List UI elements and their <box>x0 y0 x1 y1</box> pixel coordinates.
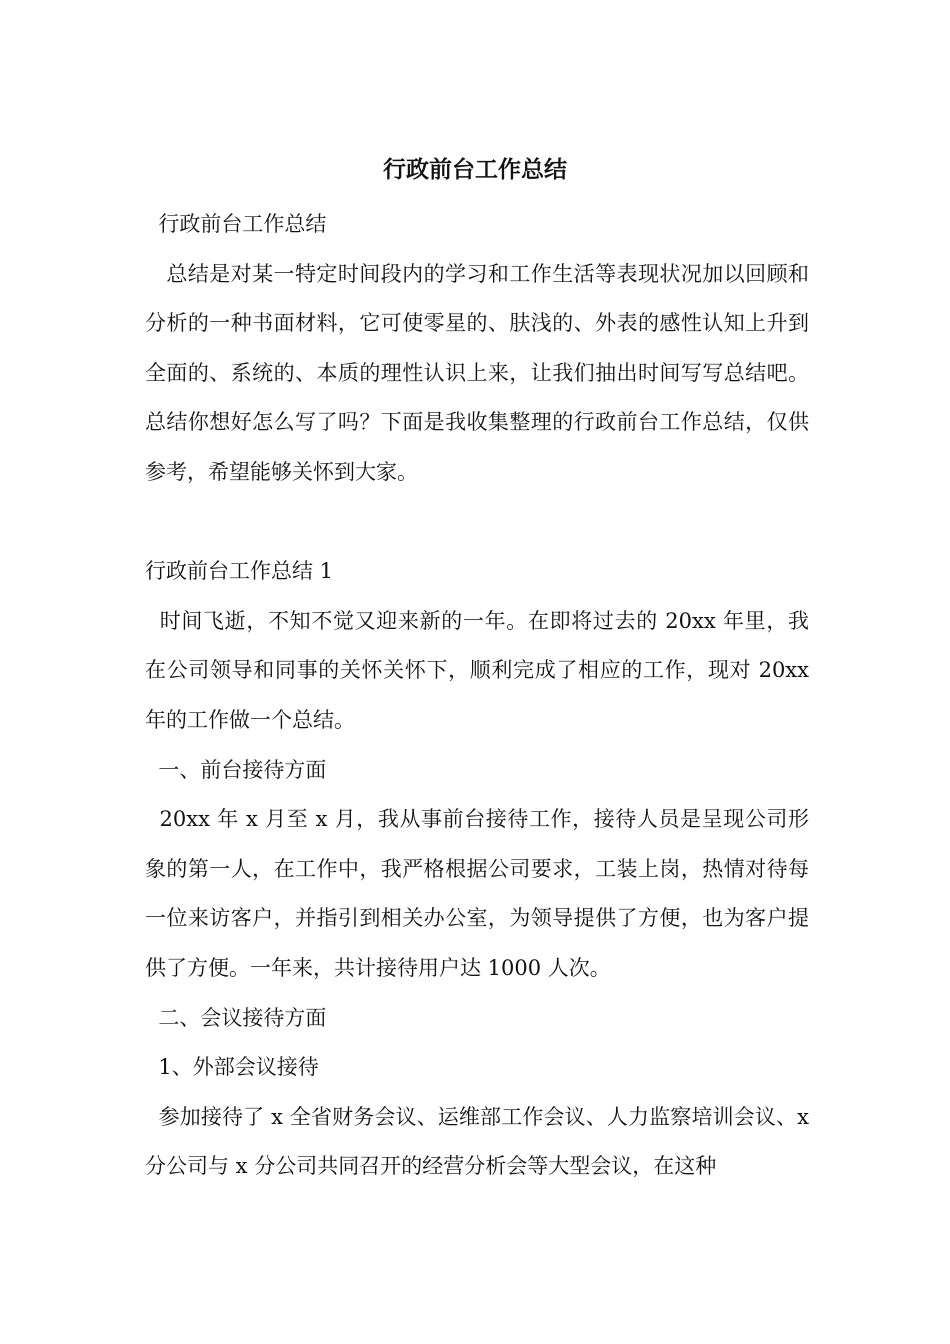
subheading-reception: 一、前台接待方面 <box>145 757 327 782</box>
paragraph-opening: 时间飞逝，不知不觉又迎来新的一年。在即将过去的 20xx 年里，我在公司领导和同事的关怀关怀下，顺利完成了相应的工作，现对 20xx 年的工作做一个总结。 <box>145 608 816 732</box>
paragraph-reception: 20xx 年 x 月至 x 月，我从事前台接待工作，接待人员是呈现公司形象的第一人，在工作中，我严格根据公司要求，工装上岗，热情对待每一位来访客户，并指引到相关办公室，为领导提供了方便，也为客户提供了方便。一年来，共计接待用户达 1000 人次。 <box>145 807 809 980</box>
paragraph-subtitle: 行政前台工作总结 <box>145 212 327 236</box>
blank-line <box>145 498 809 548</box>
paragraph-external-meeting: 参加接待了 x 全省财务会议、运维部工作会议、人力监察培训会议、x 分公司与 x 分公司共同召开的经营分析会等大型会议，在这种 <box>145 1104 816 1179</box>
paragraph-intro: 总结是对某一特定时间段内的学习和工作生活等表现状况加以回顾和分析的一种书面材料，它可使零星的、肤浅的、外表的感性认知上升到全面的、系统的、本质的理性认识上来，让我们抽出时间写写总结吧。总结你想好怎么写了吗？下面是我收集整理的行政前台工作总结，仅供参考，希望能够关怀到大家。 <box>145 261 810 484</box>
document-body <box>145 200 816 1192</box>
document-title: 行政前台工作总结 <box>383 156 567 183</box>
subheading-external-meeting: 1、外部会议接待 <box>145 1055 319 1080</box>
section-heading-1: 行政前台工作总结 1 <box>145 559 334 584</box>
subheading-meeting: 二、会议接待方面 <box>145 1005 327 1030</box>
